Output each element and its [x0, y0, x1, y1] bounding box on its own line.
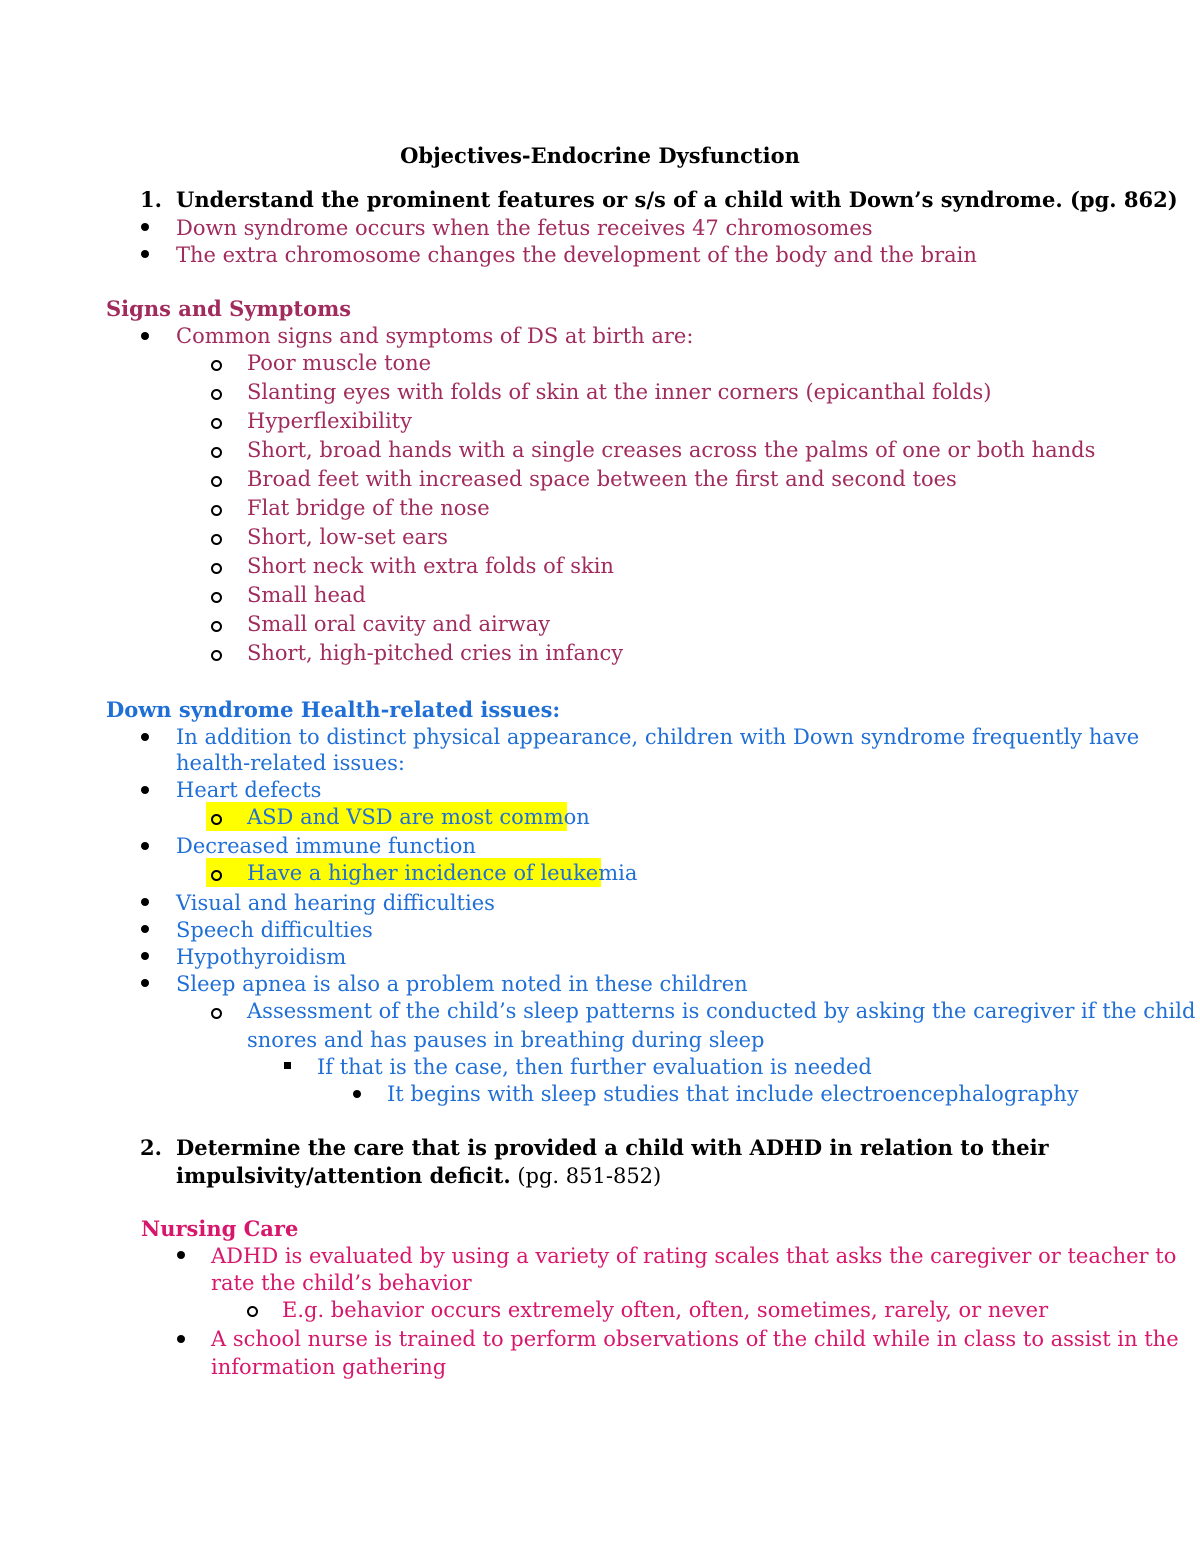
- nursing-bullet-2-line-2: information gathering: [211, 1355, 447, 1379]
- bullet-icon: [141, 786, 149, 794]
- objective-2-line-1: Determine the care that is provided a child with ADHD in relation to their: [176, 1135, 1049, 1160]
- bullet-icon: [141, 250, 149, 258]
- sub-bullet-icon: [211, 592, 222, 603]
- health-intro-line-2: health-related issues:: [176, 751, 406, 775]
- health-heart-sub: ASD and VSD are most common: [247, 805, 590, 829]
- health-hypothyroidism: Hypothyroidism: [176, 945, 347, 969]
- sub-bullet-icon: [211, 650, 222, 661]
- sign-item: Short, low-set ears: [247, 525, 448, 549]
- sign-item: Short, broad hands with a single creases across the palms of one or both hands: [247, 438, 1096, 462]
- bullet-icon: [141, 952, 149, 960]
- bullet-icon: [353, 1090, 361, 1098]
- sub-bullet-icon: [211, 476, 222, 487]
- objective-2-page-ref: (pg. 851-852): [510, 1164, 662, 1188]
- nursing-bullet-2-line-1: A school nurse is trained to perform observations of the child while in class to assist in the: [211, 1327, 1179, 1351]
- sub-bullet-icon: [211, 563, 222, 574]
- nursing-heading: Nursing Care: [141, 1216, 299, 1241]
- signs-heading: Signs and Symptoms: [106, 296, 352, 321]
- sub-bullet-icon: [211, 870, 222, 881]
- intro-bullet-2: The extra chromosome changes the development of the body and the brain: [176, 243, 977, 267]
- sign-item: Poor muscle tone: [247, 351, 432, 375]
- sub-bullet-icon: [211, 447, 222, 458]
- health-immune: Decreased immune function: [176, 834, 476, 858]
- sub-bullet-icon: [211, 505, 222, 516]
- health-immune-sub: Have a higher incidence of leukemia: [247, 861, 638, 885]
- bullet-icon: [141, 733, 149, 741]
- bullet-icon: [141, 223, 149, 231]
- sign-item: Small oral cavity and airway: [247, 612, 551, 636]
- bullet-icon: [141, 925, 149, 933]
- health-speech: Speech difficulties: [176, 918, 373, 942]
- sub-bullet-icon: [211, 389, 222, 400]
- nursing-bullet-1-sub: E.g. behavior occurs extremely often, often, sometimes, rarely, or never: [282, 1298, 1049, 1322]
- signs-lead: Common signs and symptoms of DS at birth are:: [176, 324, 694, 348]
- health-sleep-sub-line-2: snores and has pauses in breathing during sleep: [247, 1028, 765, 1052]
- objective-1-text: Understand the prominent features or s/s of a child with Down’s syndrome. (pg. 862): [176, 187, 1178, 212]
- health-heart: Heart defects: [176, 778, 322, 802]
- health-sleep-sub3: It begins with sleep studies that include electroencephalography: [387, 1082, 1079, 1106]
- square-bullet-icon: [284, 1062, 291, 1069]
- bullet-icon: [141, 979, 149, 987]
- bullet-icon: [141, 842, 149, 850]
- nursing-bullet-1-line-1: ADHD is evaluated by using a variety of rating scales that asks the caregiver or teacher to: [211, 1244, 1177, 1268]
- health-sleep: Sleep apnea is also a problem noted in these children: [176, 972, 748, 996]
- page-title: Objectives-Endocrine Dysfunction: [400, 143, 800, 168]
- sign-item: Small head: [247, 583, 366, 607]
- intro-bullet-1: Down syndrome occurs when the fetus receives 47 chromosomes: [176, 216, 873, 240]
- sign-item: Hyperflexibility: [247, 409, 412, 433]
- sign-item: Short, high-pitched cries in infancy: [247, 641, 624, 665]
- health-visual: Visual and hearing difficulties: [176, 891, 495, 915]
- sub-bullet-icon: [211, 360, 222, 371]
- nursing-bullet-1-line-2: rate the child’s behavior: [211, 1271, 472, 1295]
- sign-item: Slanting eyes with folds of skin at the inner corners (epicanthal folds): [247, 380, 992, 404]
- sub-bullet-icon: [211, 621, 222, 632]
- bullet-icon: [141, 898, 149, 906]
- bullet-icon: [177, 1251, 185, 1259]
- sub-bullet-icon: [211, 418, 222, 429]
- objective-1-number: 1.: [140, 187, 162, 212]
- health-intro-line-1: In addition to distinct physical appearance, children with Down syndrome frequently have: [176, 725, 1140, 749]
- sign-item: Short neck with extra folds of skin: [247, 554, 614, 578]
- sub-bullet-icon: [211, 534, 222, 545]
- objective-2-line-2: [176, 1163, 661, 1189]
- sub-bullet-icon: [211, 1008, 222, 1019]
- bullet-icon: [177, 1335, 185, 1343]
- sign-item: Broad feet with increased space between the first and second toes: [247, 467, 957, 491]
- health-sleep-sub2: If that is the case, then further evaluation is needed: [317, 1055, 872, 1079]
- objective-2-bold: impulsivity/attention deficit.: [176, 1163, 511, 1188]
- sign-item: Flat bridge of the nose: [247, 496, 490, 520]
- sub-bullet-icon: [211, 814, 222, 825]
- bullet-icon: [141, 332, 149, 340]
- health-heading: Down syndrome Health-related issues:: [106, 697, 561, 722]
- health-sleep-sub-line-1: Assessment of the child’s sleep patterns is conducted by asking the caregiver if the child: [247, 999, 1196, 1023]
- objective-2-number: 2.: [140, 1135, 162, 1160]
- sub-bullet-icon: [247, 1306, 258, 1317]
